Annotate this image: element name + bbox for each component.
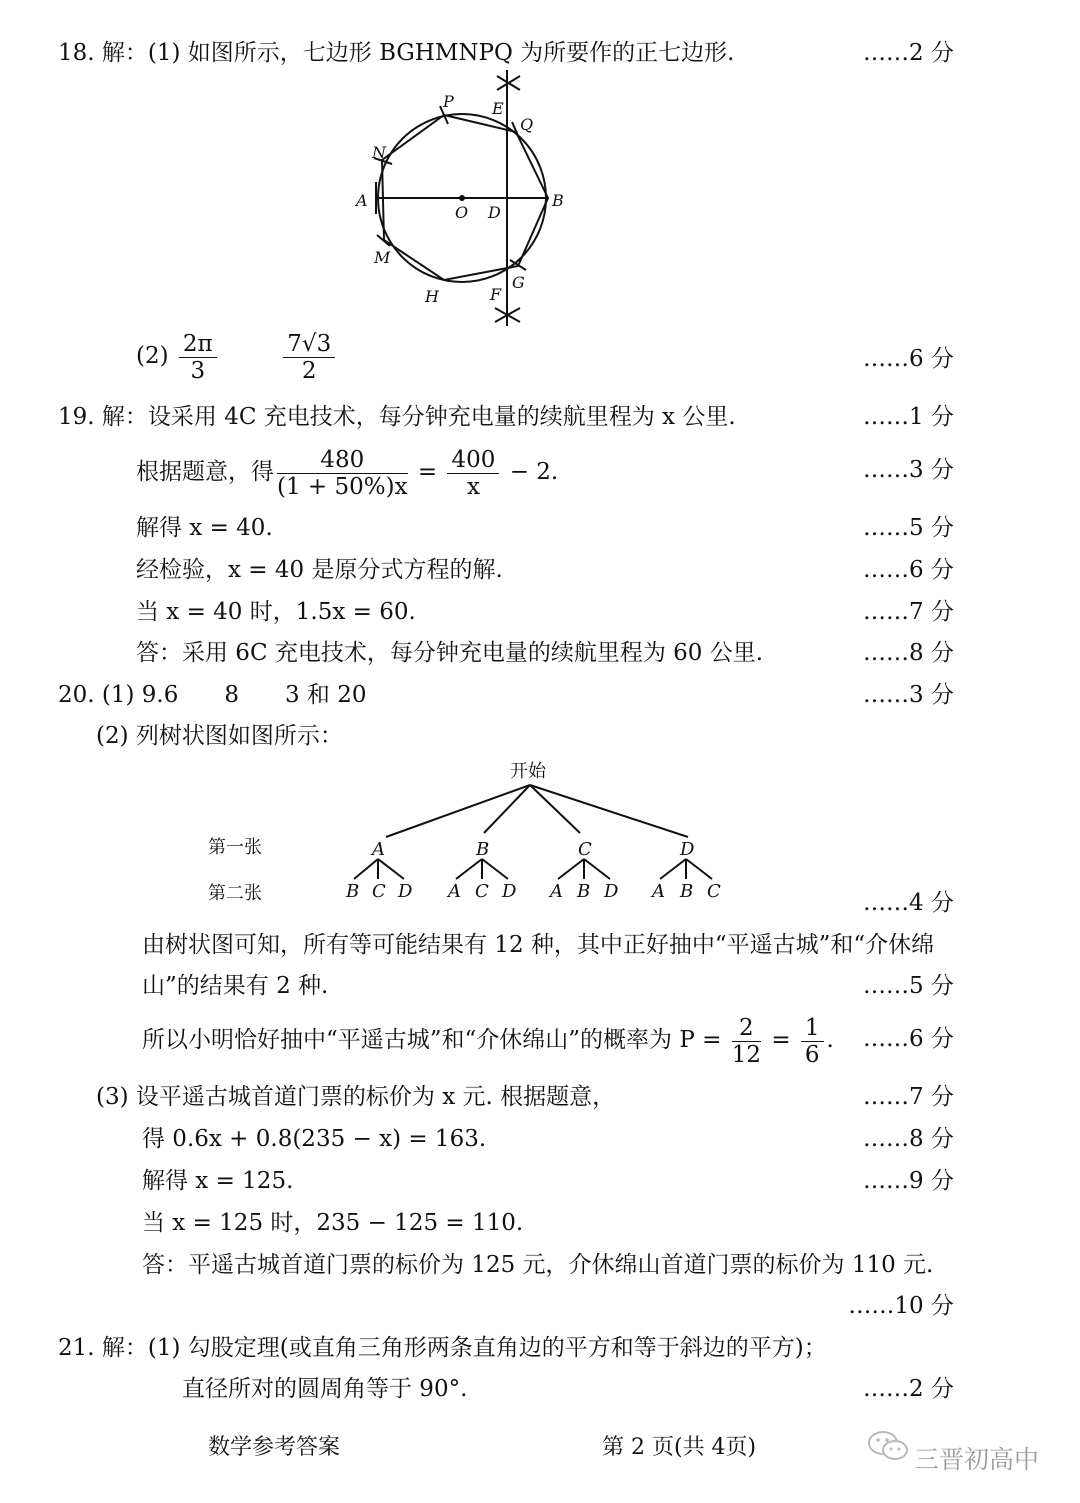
q18-part2 — [136, 328, 338, 384]
eq-sign: = — [771, 1027, 791, 1053]
q21-line2: 直径所对的圆周角等于 90°. — [182, 1376, 468, 1402]
eq-fraction-left — [277, 447, 408, 500]
q20-line1: 20. (1) 9.6 8 3 和 20 — [58, 682, 367, 708]
frac-num: 480 — [277, 447, 408, 474]
prob-fraction-2 — [801, 1015, 824, 1068]
q20-line10: 答：平遥古城首道门票的标价为 125 元，介休绵山首道门票的标价为 110 元. — [142, 1252, 934, 1278]
q20-line8: 解得 x = 125. — [142, 1168, 294, 1194]
fig-label-D: D — [488, 203, 501, 222]
eq-prefix: 根据题意，得 — [136, 459, 274, 485]
fig-label-M: M — [374, 248, 391, 267]
answer-fraction-arc — [179, 331, 217, 384]
q20-line3: 由树状图可知，所有等可能结果有 12 种，其中正好抽中“平遥古城”和“介休绵 — [142, 932, 935, 958]
q20-line6: (3) 设平遥古城首道门票的标价为 x 元. 根据题意， — [96, 1084, 616, 1110]
q19-line1: 19. 解：设采用 4C 充电技术，每分钟充电量的续航里程为 x 公里. — [58, 404, 736, 430]
q19-line6: 答：采用 6C 充电技术，每分钟充电量的续航里程为 60 公里. — [136, 640, 764, 666]
fig-label-N: N — [372, 143, 386, 162]
tree-root: 开始 — [510, 761, 546, 782]
footer-title: 数学参考答案 — [208, 1435, 341, 1460]
prob-prefix: 所以小明恰好抽中“平遥古城”和“介休绵山”的概率为 P = — [142, 1027, 722, 1053]
q19-points6: ……8 分 — [863, 640, 954, 666]
watermark-brand: 三晋初高中 — [914, 1445, 1040, 1474]
tree-first-B: B — [476, 839, 490, 860]
q20-points6: ……7 分 — [863, 1084, 954, 1110]
frac-num: 7√3 — [283, 331, 335, 358]
q19-equation — [136, 444, 558, 500]
frac-num: 400 — [447, 447, 499, 474]
q19-points4: ……6 分 — [863, 557, 954, 583]
fig-label-B: B — [552, 191, 564, 210]
fig-label-P: P — [443, 92, 454, 111]
frac-den: x — [466, 473, 480, 500]
fig-label-E: E — [492, 99, 504, 118]
frac-num: 2 — [732, 1015, 761, 1042]
fig-label-H: H — [425, 287, 439, 306]
eq-sign: = — [417, 459, 438, 485]
fig-label-G: G — [512, 273, 525, 292]
q21-points2: ……2 分 — [863, 1376, 954, 1402]
q20-probability — [142, 1012, 834, 1068]
answer-fraction-area — [283, 331, 335, 384]
tree-row2-label: 第二张 — [208, 883, 262, 904]
q21-line1: 21. 解：(1) 勾股定理(或直角三角形两条直角边的平方和等于斜边的平方)； — [58, 1335, 827, 1361]
q20-line2: (2) 列树状图如图所示： — [96, 723, 343, 749]
eq-suffix: − 2. — [509, 459, 559, 485]
q19-line5: 当 x = 40 时，1.5x = 60. — [136, 599, 416, 625]
tree-second: A — [448, 881, 461, 902]
q20-line9: 当 x = 125 时，235 − 125 = 110. — [142, 1210, 524, 1236]
fig-label-O: O — [455, 203, 469, 222]
tree-second: A — [550, 881, 563, 902]
tree-second: C — [475, 881, 489, 902]
fig-label-A: A — [356, 191, 368, 210]
heptagon-figure — [340, 70, 580, 330]
q19-points3: ……5 分 — [863, 515, 954, 541]
prob-suffix: . — [826, 1027, 834, 1053]
q20-points5: ……6 分 — [863, 1026, 954, 1052]
q18-points2: ……6 分 — [863, 346, 954, 372]
eq-fraction-right — [447, 447, 499, 500]
tree-second: B — [346, 881, 360, 902]
frac-num: 2π — [179, 331, 217, 358]
q18-points1: ……2 分 — [863, 40, 954, 66]
q20-line7: 得 0.6x + 0.8(235 − x) = 163. — [142, 1126, 487, 1152]
frac-num: 1 — [801, 1015, 824, 1042]
q18-line1: 18. 解：(1) 如图所示，七边形 BGHMNPQ 为所要作的正七边形. — [58, 40, 735, 66]
fig-label-Q: Q — [520, 115, 534, 134]
tree-second: D — [398, 881, 413, 902]
tree-second: D — [604, 881, 619, 902]
tree-first-C: C — [578, 839, 592, 860]
q19-points2: ……3 分 — [863, 457, 954, 483]
q20-points4: ……5 分 — [863, 973, 954, 999]
tree-first-D: D — [680, 839, 695, 860]
wechat-icon — [866, 1428, 910, 1464]
tree-second: C — [372, 881, 386, 902]
prob-fraction-1 — [732, 1015, 761, 1068]
frac-den: 6 — [804, 1041, 820, 1068]
q20-points7: ……8 分 — [863, 1126, 954, 1152]
q20-points10: ……10 分 — [848, 1293, 954, 1319]
frac-den: 12 — [731, 1041, 761, 1068]
fig-label-F: F — [490, 285, 502, 304]
q19-line4: 经检验，x = 40 是原分式方程的解. — [136, 557, 503, 583]
tree-second: C — [707, 881, 721, 902]
q18-part2-label: (2) — [136, 343, 169, 369]
tree-first-A: A — [372, 839, 385, 860]
tree-second: A — [652, 881, 665, 902]
q20-line4: 山”的结果有 2 种. — [142, 973, 329, 999]
footer-page-number: 第 2 页(共 4页) — [602, 1435, 757, 1460]
frac-den: (1 + 50%)x — [277, 473, 408, 500]
tree-second: B — [680, 881, 694, 902]
q19-points1: ……1 分 — [863, 404, 954, 430]
q20-points8: ……9 分 — [863, 1168, 954, 1194]
tree-second: D — [502, 881, 517, 902]
q20-points-tree: ……4 分 — [863, 890, 954, 916]
q19-line3: 解得 x = 40. — [136, 515, 273, 541]
frac-den: 2 — [301, 357, 317, 384]
q19-points5: ……7 分 — [863, 599, 954, 625]
q20-points1: ……3 分 — [863, 682, 954, 708]
tree-diagram — [200, 755, 740, 905]
tree-second: B — [577, 881, 591, 902]
frac-den: 3 — [190, 357, 206, 384]
tree-row1-label: 第一张 — [208, 837, 262, 858]
